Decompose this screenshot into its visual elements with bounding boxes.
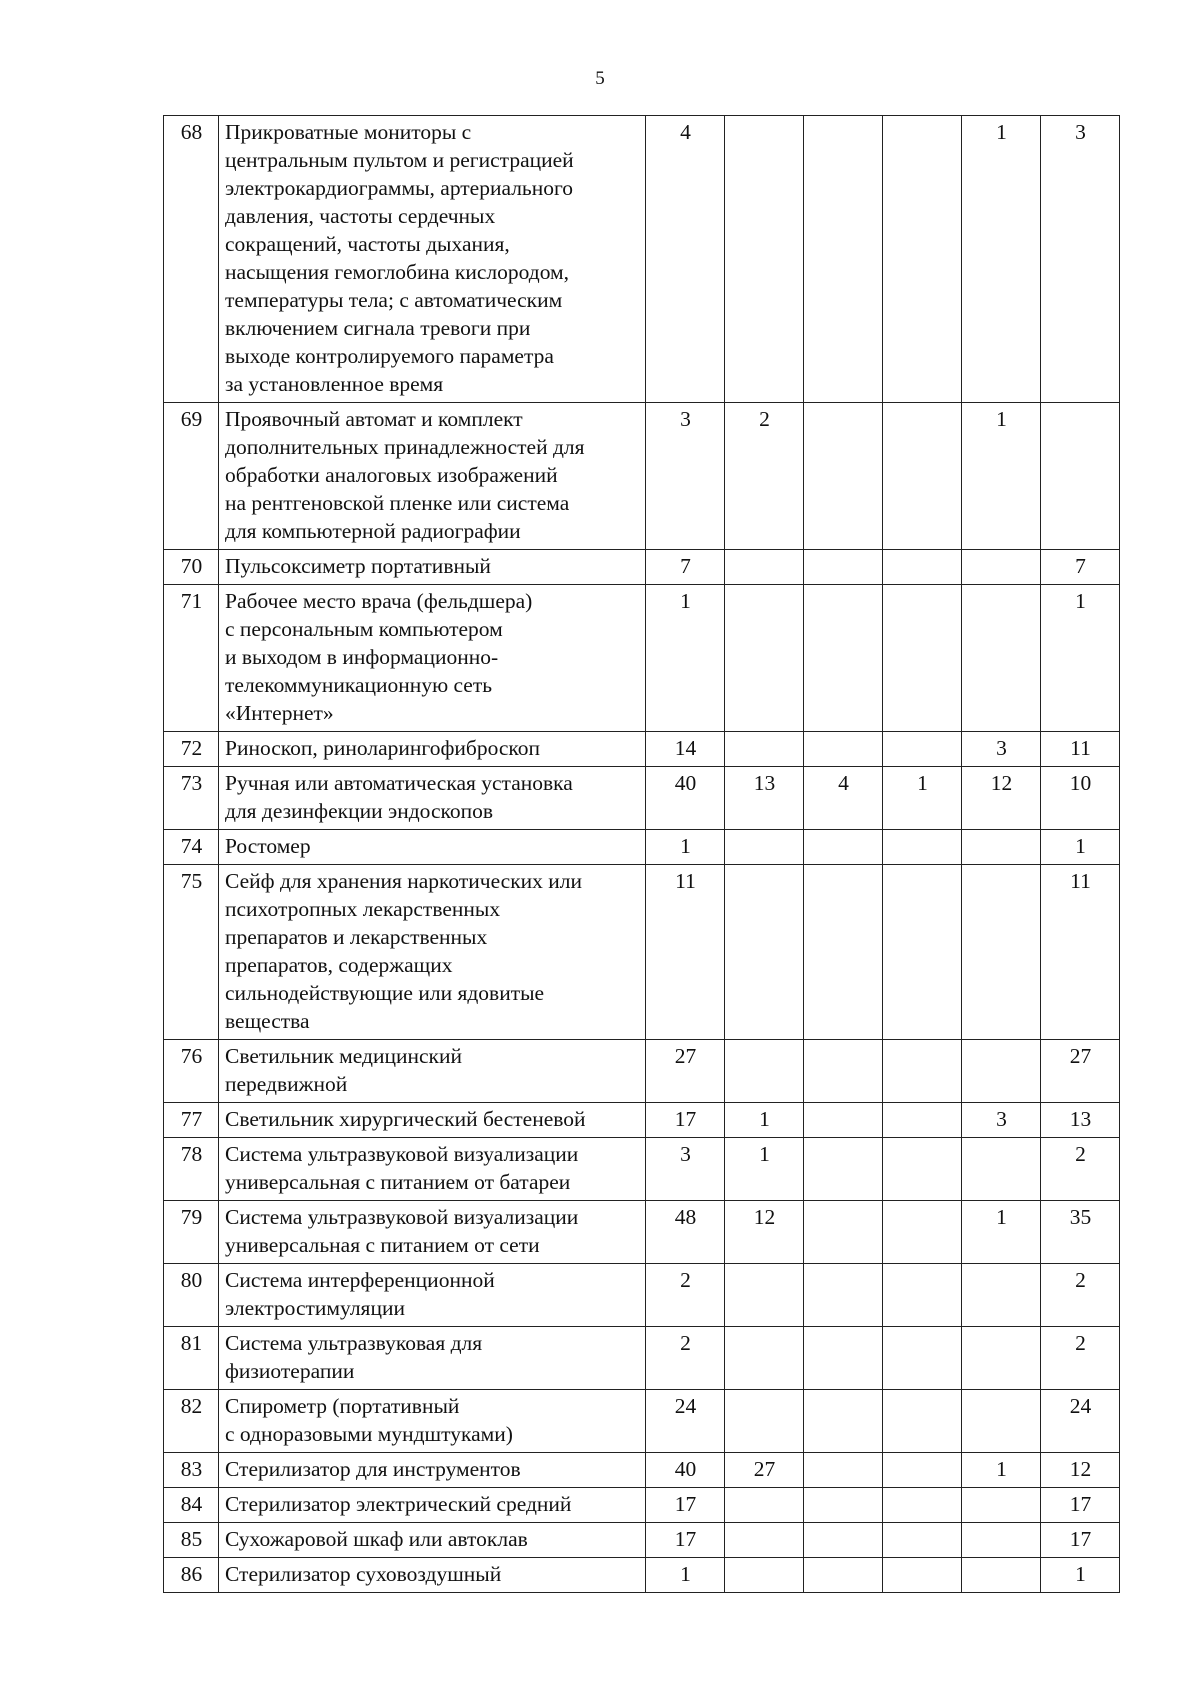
table-row <box>164 1103 1120 1138</box>
equipment-name-line: Стерилизатор суховоздушный <box>225 1562 502 1586</box>
equipment-name-line: Система ультразвуковой визуализации <box>225 1205 579 1229</box>
quantity-cell-4 <box>883 865 962 1040</box>
quantity-cell-3 <box>804 1390 883 1453</box>
quantity-cell-2 <box>725 1040 804 1103</box>
row-number-cell: 84 <box>164 1488 219 1523</box>
quantity-cell-2: 12 <box>725 1201 804 1264</box>
quantity-cell-6: 11 <box>1041 865 1120 1040</box>
quantity-cell-1: 17 <box>646 1103 725 1138</box>
quantity-cell-5: 3 <box>962 1103 1041 1138</box>
equipment-name-cell <box>219 767 646 830</box>
quantity-cell-5 <box>962 1138 1041 1201</box>
quantity-cell-2 <box>725 585 804 732</box>
row-number-cell: 81 <box>164 1327 219 1390</box>
quantity-cell-5 <box>962 550 1041 585</box>
quantity-cell-3 <box>804 550 883 585</box>
quantity-cell-5 <box>962 1327 1041 1390</box>
quantity-cell-3 <box>804 116 883 403</box>
quantity-cell-1: 3 <box>646 403 725 550</box>
quantity-cell-5 <box>962 1558 1041 1593</box>
quantity-cell-1: 1 <box>646 1558 725 1593</box>
quantity-cell-4 <box>883 1523 962 1558</box>
equipment-name-line: Пульсоксиметр портативный <box>225 554 491 578</box>
quantity-cell-3 <box>804 732 883 767</box>
quantity-cell-4 <box>883 1390 962 1453</box>
quantity-cell-1: 17 <box>646 1523 725 1558</box>
row-number-cell: 80 <box>164 1264 219 1327</box>
quantity-cell-6: 35 <box>1041 1201 1120 1264</box>
quantity-cell-1: 2 <box>646 1327 725 1390</box>
table-row <box>164 767 1120 830</box>
equipment-name-line: дополнительных принадлежностей для <box>225 435 585 459</box>
quantity-cell-3 <box>804 1453 883 1488</box>
quantity-cell-6: 11 <box>1041 732 1120 767</box>
quantity-cell-2 <box>725 1327 804 1390</box>
quantity-cell-1: 48 <box>646 1201 725 1264</box>
equipment-name-line: Рабочее место врача (фельдшера) <box>225 589 533 613</box>
quantity-cell-3 <box>804 1558 883 1593</box>
table-row <box>164 830 1120 865</box>
equipment-name-line: «Интернет» <box>225 701 334 725</box>
table-row <box>164 403 1120 550</box>
equipment-name-line: температуры тела; с автоматическим <box>225 288 563 312</box>
table-row <box>164 1453 1120 1488</box>
quantity-cell-3 <box>804 1264 883 1327</box>
equipment-name-cell <box>219 403 646 550</box>
equipment-name-line: Светильник медицинский <box>225 1044 463 1068</box>
quantity-cell-5 <box>962 1264 1041 1327</box>
quantity-cell-3 <box>804 865 883 1040</box>
quantity-cell-2 <box>725 865 804 1040</box>
quantity-cell-5 <box>962 1488 1041 1523</box>
quantity-cell-2: 1 <box>725 1138 804 1201</box>
quantity-cell-4 <box>883 830 962 865</box>
quantity-cell-2 <box>725 550 804 585</box>
quantity-cell-2: 27 <box>725 1453 804 1488</box>
quantity-cell-4 <box>883 1138 962 1201</box>
equipment-table <box>163 115 1120 1593</box>
equipment-name-cell <box>219 1138 646 1201</box>
table-row <box>164 550 1120 585</box>
quantity-cell-5: 1 <box>962 116 1041 403</box>
quantity-cell-3 <box>804 403 883 550</box>
equipment-name-line: Стерилизатор для инструментов <box>225 1457 521 1481</box>
equipment-name-cell <box>219 1523 646 1558</box>
quantity-cell-6: 10 <box>1041 767 1120 830</box>
quantity-cell-5 <box>962 830 1041 865</box>
equipment-name-cell <box>219 1103 646 1138</box>
quantity-cell-6: 1 <box>1041 585 1120 732</box>
quantity-cell-6: 3 <box>1041 116 1120 403</box>
quantity-cell-2 <box>725 732 804 767</box>
table-row <box>164 585 1120 732</box>
quantity-cell-3 <box>804 1103 883 1138</box>
equipment-name-line: на рентгеновской пленке или система <box>225 491 570 515</box>
equipment-name-line: электрокардиограммы, артериального <box>225 176 574 200</box>
equipment-name-cell <box>219 865 646 1040</box>
quantity-cell-3: 4 <box>804 767 883 830</box>
equipment-name-line: передвижной <box>225 1072 348 1096</box>
quantity-cell-1: 40 <box>646 1453 725 1488</box>
quantity-cell-3 <box>804 1488 883 1523</box>
quantity-cell-5: 1 <box>962 1201 1041 1264</box>
quantity-cell-1: 4 <box>646 116 725 403</box>
quantity-cell-4 <box>883 1327 962 1390</box>
quantity-cell-6: 2 <box>1041 1138 1120 1201</box>
quantity-cell-5: 12 <box>962 767 1041 830</box>
quantity-cell-3 <box>804 830 883 865</box>
quantity-cell-6: 17 <box>1041 1488 1120 1523</box>
equipment-name-line: Ростомер <box>225 834 311 858</box>
quantity-cell-4 <box>883 1453 962 1488</box>
equipment-name-line: универсальная с питанием от сети <box>225 1233 540 1257</box>
row-number-cell: 72 <box>164 732 219 767</box>
table-row <box>164 1040 1120 1103</box>
equipment-name-cell <box>219 1327 646 1390</box>
row-number-cell: 73 <box>164 767 219 830</box>
quantity-cell-4 <box>883 1488 962 1523</box>
equipment-name-cell <box>219 1453 646 1488</box>
equipment-name-line: телекоммуникационную сеть <box>225 673 493 697</box>
row-number-cell: 74 <box>164 830 219 865</box>
equipment-name-line: и выходом в информационно- <box>225 645 499 669</box>
equipment-name-cell <box>219 830 646 865</box>
table-row <box>164 1327 1120 1390</box>
equipment-name-line: выходе контролируемого параметра <box>225 344 554 368</box>
row-number-cell: 85 <box>164 1523 219 1558</box>
table-row <box>164 732 1120 767</box>
equipment-name-line: Спирометр (портативный <box>225 1394 460 1418</box>
equipment-name-cell <box>219 1264 646 1327</box>
equipment-name-line: Ручная или автоматическая установка <box>225 771 573 795</box>
quantity-cell-5: 1 <box>962 403 1041 550</box>
quantity-cell-6: 2 <box>1041 1264 1120 1327</box>
quantity-cell-6: 7 <box>1041 550 1120 585</box>
quantity-cell-2: 13 <box>725 767 804 830</box>
quantity-cell-1: 3 <box>646 1138 725 1201</box>
equipment-name-line: Система ультразвуковая для <box>225 1331 483 1355</box>
quantity-cell-2: 2 <box>725 403 804 550</box>
equipment-name-line: сокращений, частоты дыхания, <box>225 232 510 256</box>
quantity-cell-6: 24 <box>1041 1390 1120 1453</box>
quantity-cell-2 <box>725 1264 804 1327</box>
equipment-name-line: Система интерференционной <box>225 1268 495 1292</box>
row-number-cell: 78 <box>164 1138 219 1201</box>
equipment-name-line: Сухожаровой шкаф или автоклав <box>225 1527 528 1551</box>
row-number-cell: 71 <box>164 585 219 732</box>
equipment-name-cell <box>219 1201 646 1264</box>
equipment-name-line: для дезинфекции эндоскопов <box>225 799 494 823</box>
equipment-name-line: включением сигнала тревоги при <box>225 316 531 340</box>
table-row <box>164 1138 1120 1201</box>
equipment-name-line: с одноразовыми мундштуками) <box>225 1422 513 1446</box>
table-row <box>164 1264 1120 1327</box>
quantity-cell-6: 1 <box>1041 1558 1120 1593</box>
row-number-cell: 75 <box>164 865 219 1040</box>
equipment-name-line: обработки аналоговых изображений <box>225 463 558 487</box>
quantity-cell-4 <box>883 1558 962 1593</box>
row-number-cell: 82 <box>164 1390 219 1453</box>
quantity-cell-1: 27 <box>646 1040 725 1103</box>
quantity-cell-2: 1 <box>725 1103 804 1138</box>
equipment-table-body <box>164 116 1120 1593</box>
quantity-cell-1: 24 <box>646 1390 725 1453</box>
equipment-name-line: с персональным компьютером <box>225 617 503 641</box>
table-row <box>164 1523 1120 1558</box>
quantity-cell-4 <box>883 585 962 732</box>
row-number-cell: 86 <box>164 1558 219 1593</box>
equipment-name-line: Риноскоп, риноларингофиброскоп <box>225 736 541 760</box>
equipment-name-line: давления, частоты сердечных <box>225 204 496 228</box>
equipment-name-line: Сейф для хранения наркотических или <box>225 869 583 893</box>
equipment-name-line: электростимуляции <box>225 1296 405 1320</box>
equipment-name-line: вещества <box>225 1009 310 1033</box>
quantity-cell-1: 11 <box>646 865 725 1040</box>
row-number-cell: 76 <box>164 1040 219 1103</box>
equipment-name-line: Прикроватные мониторы с <box>225 120 472 144</box>
equipment-name-cell <box>219 1558 646 1593</box>
quantity-cell-4 <box>883 732 962 767</box>
quantity-cell-1: 40 <box>646 767 725 830</box>
equipment-name-line: насыщения гемоглобина кислородом, <box>225 260 570 284</box>
quantity-cell-2 <box>725 1523 804 1558</box>
quantity-cell-2 <box>725 830 804 865</box>
quantity-cell-6: 27 <box>1041 1040 1120 1103</box>
quantity-cell-4 <box>883 550 962 585</box>
table-row <box>164 1558 1120 1593</box>
quantity-cell-5 <box>962 1390 1041 1453</box>
quantity-cell-3 <box>804 1138 883 1201</box>
equipment-name-cell <box>219 1488 646 1523</box>
quantity-cell-3 <box>804 585 883 732</box>
quantity-cell-1: 14 <box>646 732 725 767</box>
quantity-cell-5 <box>962 865 1041 1040</box>
quantity-cell-5 <box>962 1040 1041 1103</box>
quantity-cell-6: 2 <box>1041 1327 1120 1390</box>
quantity-cell-6 <box>1041 403 1120 550</box>
equipment-name-line: универсальная с питанием от батареи <box>225 1170 571 1194</box>
equipment-name-cell <box>219 585 646 732</box>
row-number-cell: 69 <box>164 403 219 550</box>
row-number-cell: 77 <box>164 1103 219 1138</box>
equipment-name-line: Стерилизатор электрический средний <box>225 1492 572 1516</box>
quantity-cell-6: 17 <box>1041 1523 1120 1558</box>
table-row <box>164 1488 1120 1523</box>
equipment-name-line: физиотерапии <box>225 1359 355 1383</box>
quantity-cell-5: 3 <box>962 732 1041 767</box>
equipment-name-line: Система ультразвуковой визуализации <box>225 1142 579 1166</box>
quantity-cell-1: 17 <box>646 1488 725 1523</box>
quantity-cell-3 <box>804 1040 883 1103</box>
equipment-name-line: за установленное время <box>225 372 444 396</box>
equipment-name-line: психотропных лекарственных <box>225 897 501 921</box>
equipment-name-cell <box>219 116 646 403</box>
quantity-cell-2 <box>725 1488 804 1523</box>
row-number-cell: 70 <box>164 550 219 585</box>
quantity-cell-4 <box>883 1201 962 1264</box>
equipment-name-line: центральным пультом и регистрацией <box>225 148 574 172</box>
table-row <box>164 1201 1120 1264</box>
row-number-cell: 79 <box>164 1201 219 1264</box>
quantity-cell-1: 1 <box>646 830 725 865</box>
quantity-cell-6: 12 <box>1041 1453 1120 1488</box>
quantity-cell-4 <box>883 403 962 550</box>
quantity-cell-5: 1 <box>962 1453 1041 1488</box>
table-row <box>164 865 1120 1040</box>
equipment-name-cell <box>219 550 646 585</box>
quantity-cell-1: 7 <box>646 550 725 585</box>
equipment-name-line: препаратов и лекарственных <box>225 925 488 949</box>
table-row <box>164 116 1120 403</box>
row-number-cell: 68 <box>164 116 219 403</box>
quantity-cell-4 <box>883 1264 962 1327</box>
quantity-cell-4: 1 <box>883 767 962 830</box>
quantity-cell-5 <box>962 585 1041 732</box>
quantity-cell-3 <box>804 1201 883 1264</box>
equipment-name-cell <box>219 1390 646 1453</box>
quantity-cell-1: 2 <box>646 1264 725 1327</box>
equipment-name-line: Проявочный автомат и комплект <box>225 407 523 431</box>
equipment-name-line: препаратов, содержащих <box>225 953 453 977</box>
quantity-cell-5 <box>962 1523 1041 1558</box>
quantity-cell-2 <box>725 1558 804 1593</box>
row-number-cell: 83 <box>164 1453 219 1488</box>
page-number: 5 <box>595 68 605 89</box>
quantity-cell-1: 1 <box>646 585 725 732</box>
quantity-cell-6: 13 <box>1041 1103 1120 1138</box>
equipment-name-line: сильнодействующие или ядовитые <box>225 981 545 1005</box>
equipment-name-cell <box>219 1040 646 1103</box>
equipment-name-cell <box>219 732 646 767</box>
quantity-cell-4 <box>883 116 962 403</box>
quantity-cell-4 <box>883 1103 962 1138</box>
quantity-cell-6: 1 <box>1041 830 1120 865</box>
equipment-name-line: Светильник хирургический бестеневой <box>225 1107 586 1131</box>
table-row <box>164 1390 1120 1453</box>
quantity-cell-2 <box>725 116 804 403</box>
quantity-cell-3 <box>804 1327 883 1390</box>
quantity-cell-2 <box>725 1390 804 1453</box>
equipment-name-line: для компьютерной радиографии <box>225 519 521 543</box>
quantity-cell-4 <box>883 1040 962 1103</box>
quantity-cell-3 <box>804 1523 883 1558</box>
